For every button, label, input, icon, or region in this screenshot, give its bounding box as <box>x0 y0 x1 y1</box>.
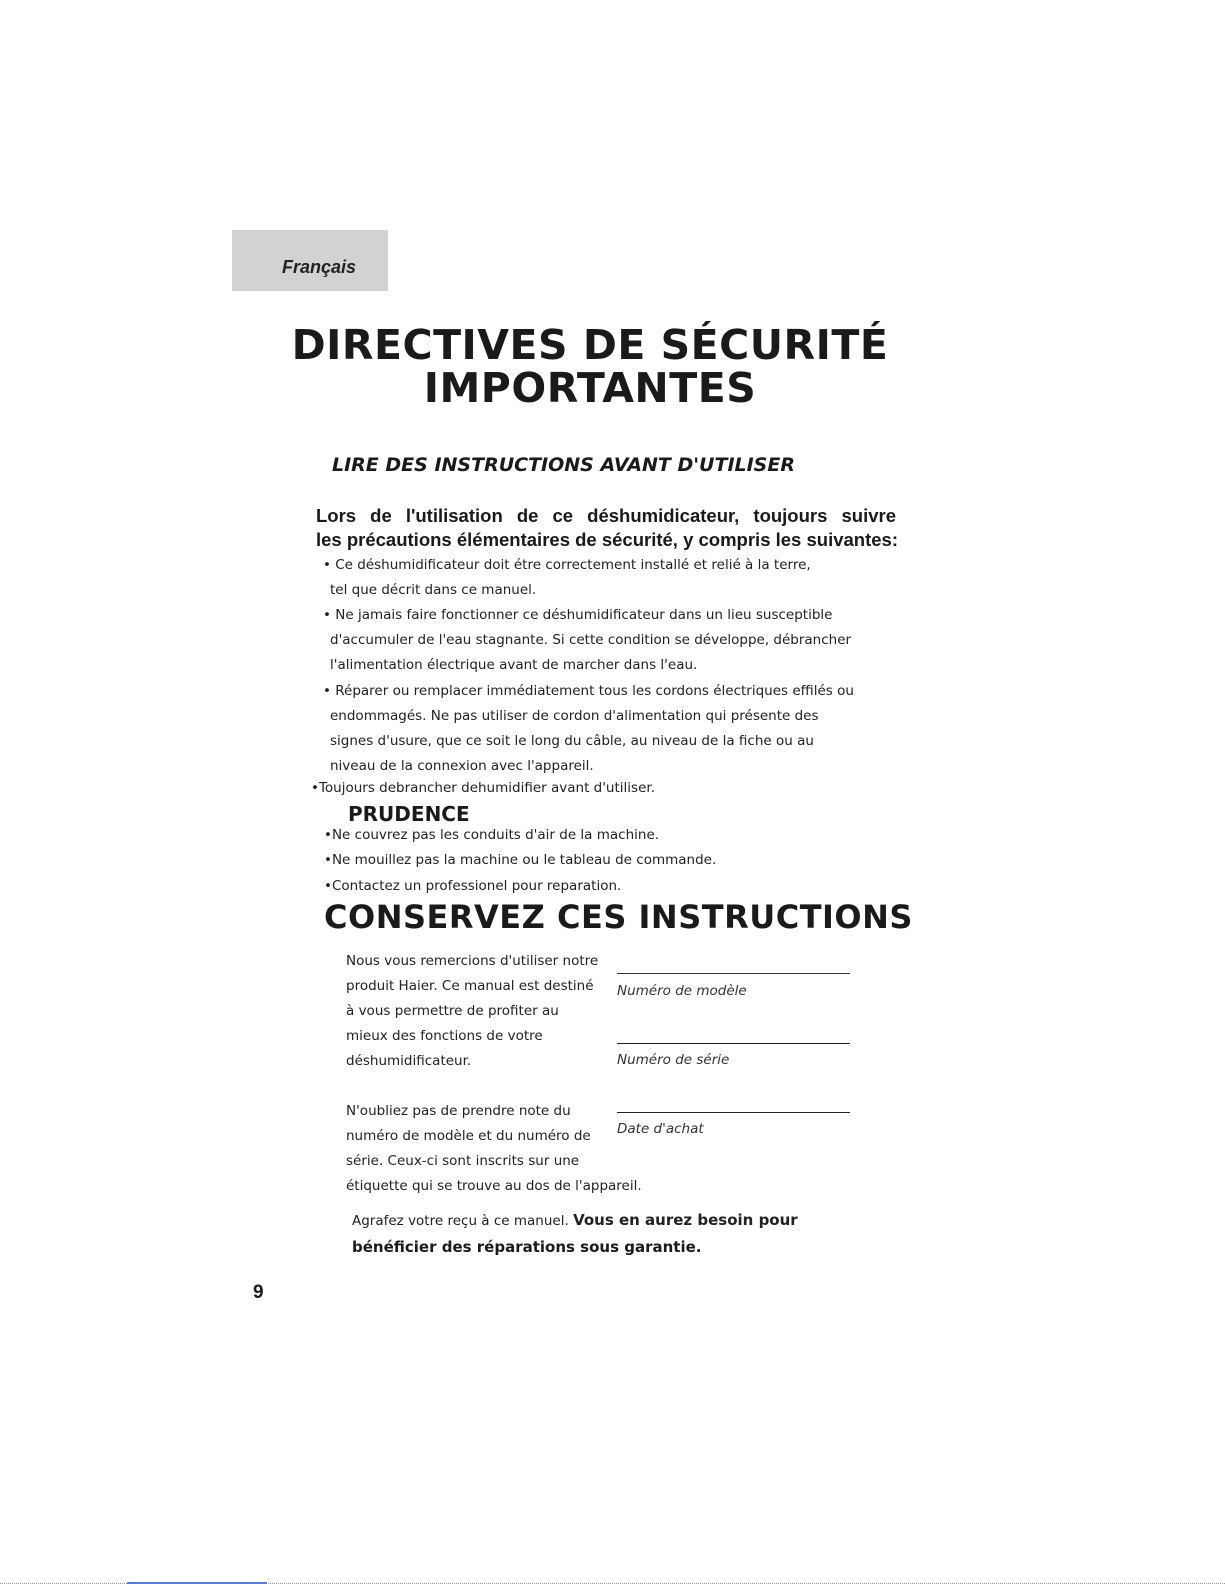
safety-line: d'accumuler de l'eau stagnante. Si cette condition se développe, débrancher <box>330 632 852 648</box>
safety-line: niveau de la connexion avec l'appareil. <box>330 758 594 774</box>
thanks-line: à vous permettre de profiter au <box>346 1003 559 1019</box>
purchase-date-label: Date d'achat <box>617 1121 704 1137</box>
serial-number-label: Numéro de série <box>617 1052 730 1068</box>
note-line: série. Ceux-ci sont inscrits sur une <box>346 1153 580 1169</box>
safety-line: • Ne jamais faire fonctionner ce déshumidificateur dans un lieu susceptible <box>323 607 833 623</box>
page-title-line-1: DIRECTIVES DE SÉCURITÉ <box>291 321 889 369</box>
note-line: numéro de modèle et du numéro de <box>346 1128 591 1144</box>
safety-line: l'alimentation électrique avant de marcher dans l'eau. <box>330 657 698 673</box>
language-tab <box>232 230 388 291</box>
purchase-date-line <box>617 1112 850 1113</box>
safety-line: endommagés. Ne pas utiliser de cordon d'alimentation qui présente des <box>330 708 819 724</box>
read-instructions-subheading: LIRE DES INSTRUCTIONS AVANT D'UTILISER <box>332 454 795 476</box>
conserve-heading: CONSERVEZ CES INSTRUCTIONS <box>324 898 913 936</box>
intro-line-1: Lors de l'utilisation de ce déshumidicateur, toujours suivre <box>316 505 896 526</box>
prudence-item: •Contactez un professionel pour reparation. <box>324 878 622 894</box>
staple-note-text: Agrafez votre reçu à ce manuel. <box>352 1213 569 1229</box>
staple-note-line-2: bénéficier des réparations sous garantie. <box>352 1238 702 1256</box>
prudence-item: •Ne couvrez pas les conduits d'air de la machine. <box>324 827 660 843</box>
safety-line: tel que décrit dans ce manuel. <box>330 582 537 598</box>
page-number: 9 <box>253 1282 264 1303</box>
bottom-link-underline <box>127 1582 267 1584</box>
safety-line: •Toujours debrancher dehumidifier avant d'utiliser. <box>311 780 655 796</box>
model-number-label: Numéro de modèle <box>617 983 747 999</box>
safety-line: • Réparer ou remplacer immédiatement tous les cordons électriques effilés ou <box>323 683 854 699</box>
thanks-line: mieux des fonctions de votre <box>346 1028 543 1044</box>
note-line: N'oubliez pas de prendre note du <box>346 1103 571 1119</box>
model-number-line <box>617 973 850 974</box>
intro-line-2: les précautions élémentaires de sécurité, y compris les suivantes: <box>316 529 898 550</box>
staple-note-bold: Vous en aurez besoin pour <box>573 1211 798 1229</box>
prudence-heading: PRUDENCE <box>348 802 470 826</box>
thanks-line: produit Haier. Ce manual est destiné <box>346 978 594 994</box>
safety-line: • Ce déshumidificateur doit étre correctement installé et relié à la terre, <box>323 557 811 573</box>
thanks-line: Nous vous remercions d'utiliser notre <box>346 953 599 969</box>
serial-number-line <box>617 1043 850 1044</box>
staple-note-line-1 <box>352 1211 798 1229</box>
safety-line: signes d'usure, que ce soit le long du câble, au niveau de la fiche ou au <box>330 733 814 749</box>
note-line: étiquette qui se trouve au dos de l'appareil. <box>346 1178 642 1194</box>
prudence-item: •Ne mouillez pas la machine ou le tableau de commande. <box>324 852 717 868</box>
thanks-line: déshumidificateur. <box>346 1053 472 1069</box>
language-tab-label: Français <box>282 257 357 277</box>
page-title-line-2: IMPORTANTES <box>423 364 757 412</box>
